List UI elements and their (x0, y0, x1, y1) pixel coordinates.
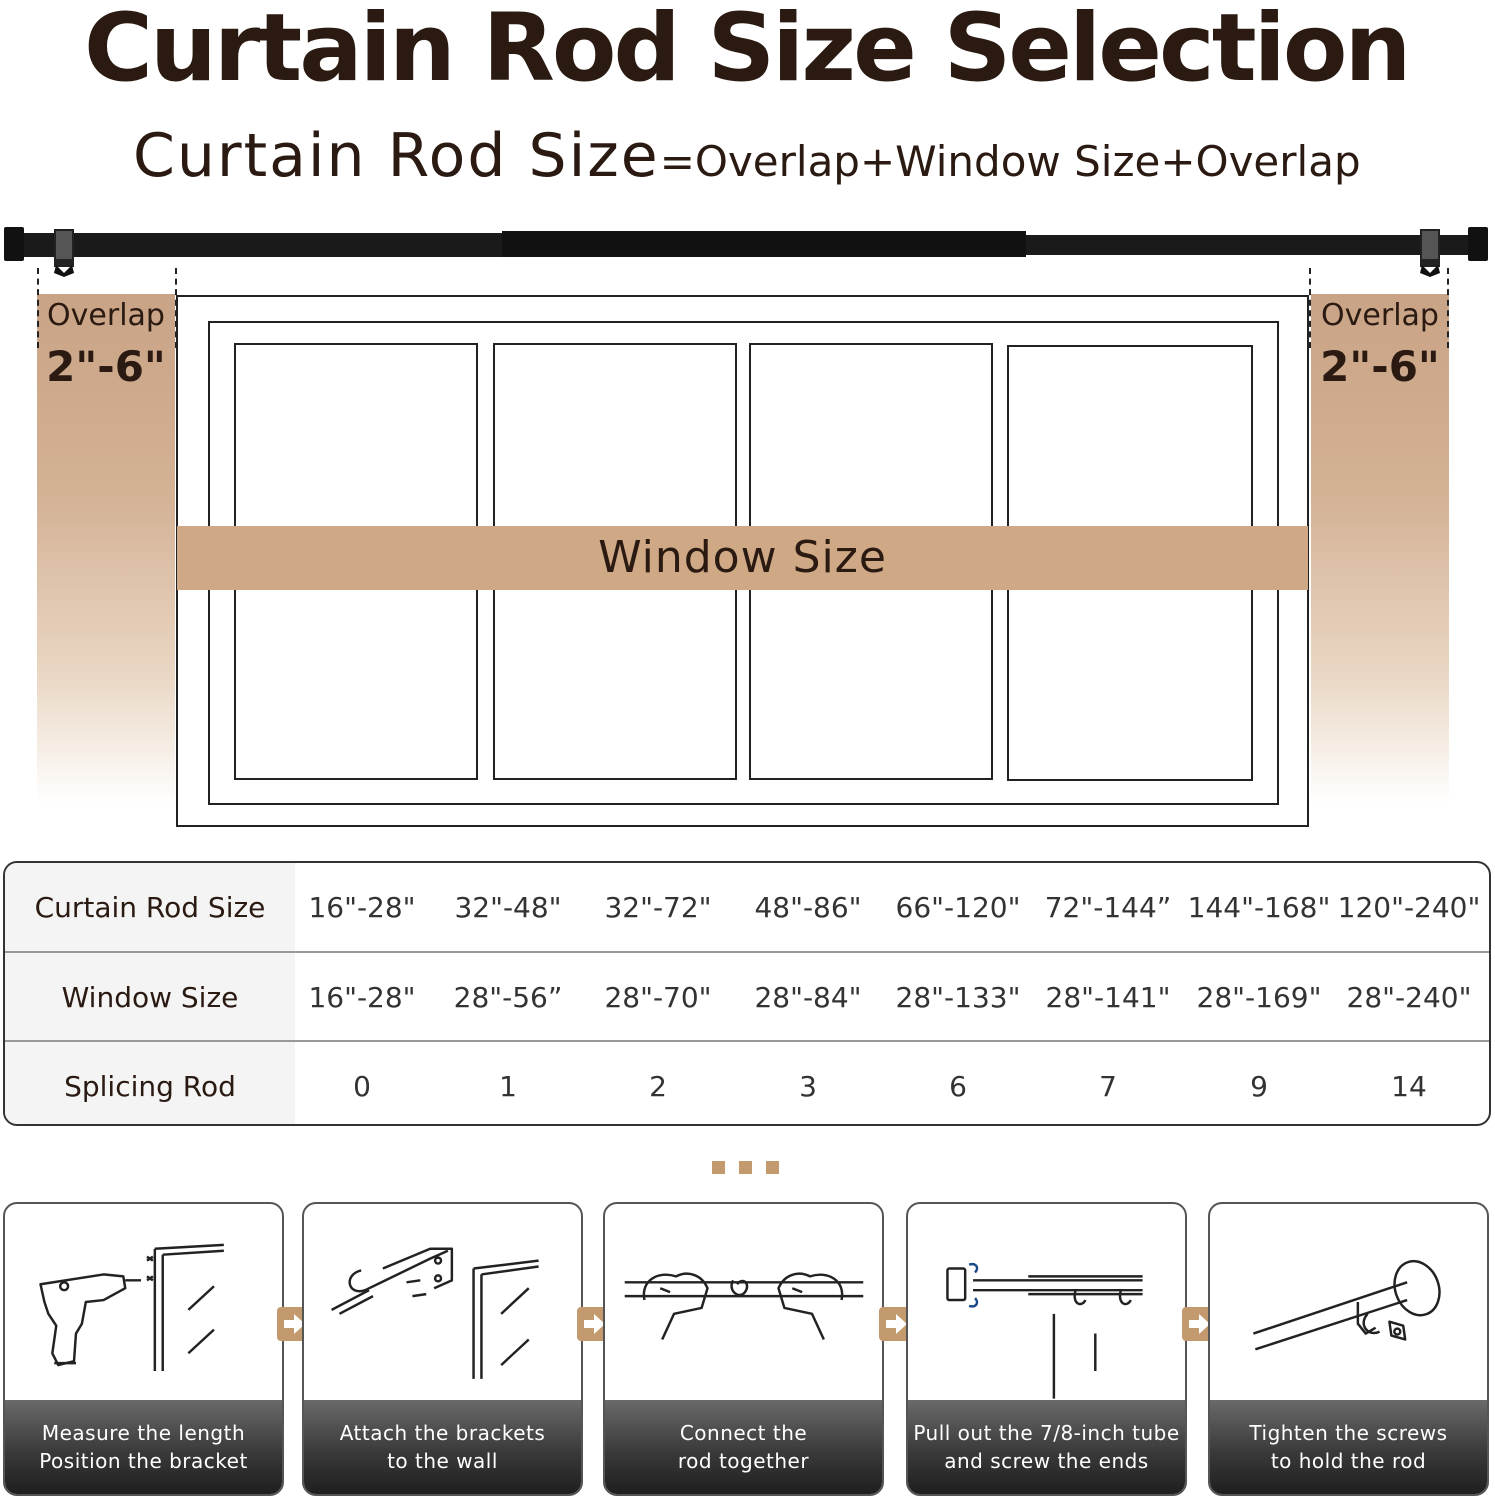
step-card-connect (603, 1202, 884, 1496)
table-cell: 28"-84" (754, 980, 862, 1014)
drill-icon (5, 1204, 282, 1402)
table-cell: 32"-72" (604, 890, 712, 924)
bracket-left (54, 229, 74, 277)
step-caption: Pull out the 7/8-inch tube and screw the ends (908, 1400, 1185, 1494)
size-table (3, 861, 1491, 1126)
table-cell: 3 (799, 1069, 817, 1103)
dash-line-left-outer (37, 268, 39, 348)
step-card-pull (906, 1202, 1187, 1496)
separator-dots (712, 1159, 793, 1178)
hands-rod-icon (605, 1204, 882, 1402)
table-cell: 16"-28" (308, 890, 416, 924)
step-card-measure (3, 1202, 284, 1496)
step-caption: Measure the length Position the bracket (5, 1400, 282, 1494)
table-cell: 1 (499, 1069, 517, 1103)
rod-segment-left (24, 233, 502, 257)
rod-segment-middle (502, 231, 1026, 257)
curtain-rod-illustration (0, 215, 1495, 280)
table-cell: 2 (649, 1069, 667, 1103)
page-title: Curtain Rod Size Selection (84, 0, 1409, 103)
step-caption: Attach the brackets to the wall (304, 1400, 581, 1494)
table-cell: 9 (1250, 1069, 1268, 1103)
table-cell: 14 (1391, 1069, 1427, 1103)
table-cell: 28"-133" (895, 980, 1021, 1014)
rod-finial-right (1468, 227, 1488, 261)
dash-line-right-outer (1447, 268, 1449, 348)
window-size-band: Window Size (177, 526, 1308, 590)
size-formula (133, 121, 1361, 191)
row-header: Splicing Rod (5, 1042, 295, 1126)
bracket-right (1420, 229, 1440, 277)
dash-line-right-inner (1309, 268, 1311, 348)
table-cell: 48"-86" (754, 890, 862, 924)
overlap-right-label: Overlap (1321, 298, 1439, 333)
rod-end-icon (1210, 1204, 1487, 1402)
table-row (5, 863, 1489, 951)
table-cell: 28"-240" (1346, 980, 1472, 1014)
table-cell: 0 (353, 1069, 371, 1103)
formula-rhs: =Overlap+Window Size+Overlap (659, 137, 1361, 186)
step-caption: Connect the rod together (605, 1400, 882, 1494)
rod-segment-right (1026, 235, 1468, 255)
overlap-left-value: 2"-6" (46, 342, 166, 391)
overlap-left (37, 294, 175, 804)
rod-finial-left (4, 227, 24, 261)
row-header: Window Size (5, 953, 295, 1041)
table-cell: 144"-168" (1187, 890, 1331, 924)
step-card-tighten (1208, 1202, 1489, 1496)
bracket-icon (304, 1204, 581, 1402)
table-cell: 28"-56” (453, 980, 563, 1014)
table-cell: 120"-240" (1337, 890, 1481, 924)
table-row (5, 951, 1489, 1041)
table-cell: 28"-169" (1196, 980, 1322, 1014)
overlap-right (1311, 294, 1449, 804)
step-caption: Tighten the screws to hold the rod (1210, 1400, 1487, 1494)
table-cell: 16"-28" (308, 980, 416, 1014)
table-cell: 7 (1099, 1069, 1117, 1103)
overlap-right-value: 2"-6" (1320, 342, 1440, 391)
row-header: Curtain Rod Size (5, 863, 295, 951)
table-cell: 6 (949, 1069, 967, 1103)
table-cell: 66"-120" (895, 890, 1021, 924)
formula-lhs: Curtain Rod Size (133, 121, 660, 191)
overlap-left-label: Overlap (47, 298, 165, 333)
table-cell: 28"-141" (1045, 980, 1171, 1014)
step-card-attach (302, 1202, 583, 1496)
table-cell: 72"-144” (1044, 890, 1172, 924)
table-cell: 32"-48" (454, 890, 562, 924)
table-cell: 28"-70" (604, 980, 712, 1014)
table-row (5, 1040, 1489, 1126)
rod-tube-icon (908, 1204, 1185, 1402)
